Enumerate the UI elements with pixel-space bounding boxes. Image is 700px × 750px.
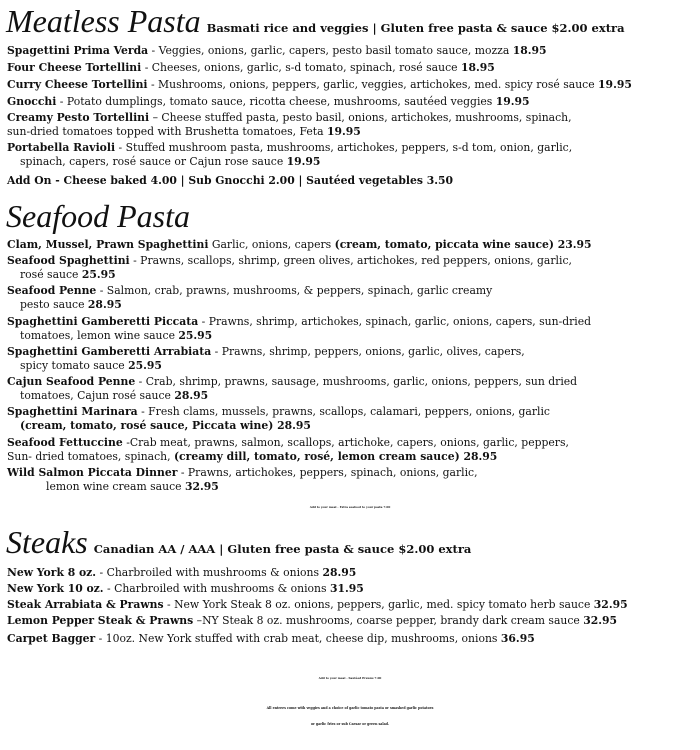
section-heading: Meatless Pasta [6, 3, 201, 39]
item-name: Seafood Fettuccine [7, 436, 123, 449]
menu-item-creamy-pesto [7, 111, 572, 125]
item-description: tomatoes, Cajun rosé sauce [20, 389, 175, 402]
menu-item-cajun-penne [7, 375, 577, 389]
menu-item-ny-8oz [7, 566, 356, 580]
item-name: Creamy Pesto Tortellini [7, 111, 150, 124]
item-name: Seafood Penne [7, 284, 97, 297]
item-description: spicy tomato sauce [20, 359, 129, 372]
menu-item-seafood-penne-cont [20, 298, 122, 312]
item-description: rosé sauce [20, 268, 82, 281]
menu-item-portabella-cont [20, 155, 320, 169]
item-price: 18.95 [460, 61, 495, 74]
meatless-pasta-title [6, 4, 625, 45]
item-name: Curry Cheese Tortellini [7, 78, 148, 91]
menu-item-portabella [7, 141, 572, 155]
item-description: - Mushrooms, onions, peppers, garlic, veggies, artichokes, med. spicy rosé sauce [147, 78, 599, 91]
item-price: 18.95 [512, 44, 547, 57]
item-description: - Prawns, shrimp, peppers, onions, garlic, olives, capers, [211, 345, 525, 358]
menu-item-prima-verda [7, 44, 547, 58]
meatless-addon: Add On - Cheese baked 4.00 | Sub Gnocchi 2.00 | Sautéed vegetables 3.50 [7, 174, 454, 187]
item-price: 19.95 [286, 155, 321, 168]
item-description: - Charbroiled with mushrooms & onions [103, 582, 330, 595]
menu-item-gamberetti-piccata-cont [20, 329, 212, 343]
item-description: - Potato dumplings, tomato sauce, ricotta cheese, mushrooms, sautéed veggies [56, 95, 496, 108]
item-name: Spaghettini Gamberetti Piccata [7, 315, 199, 328]
item-description: - Prawns, scallops, shrimp, green olives, artichokes, red peppers, onions, garlic, [129, 254, 572, 267]
section-heading: Steaks [6, 524, 88, 560]
item-price: (cream, tomato, piccata wine sauce) 23.95 [334, 238, 592, 251]
item-description: - Stuffed mushroom pasta, mushrooms, artichokes, peppers, s-d tom, onion, garlic, [115, 141, 573, 154]
item-description: sun-dried tomatoes topped with Brushetta tomatoes, Feta [7, 125, 328, 138]
item-price: 32.95 [593, 598, 628, 611]
menu-item-steak-arrabiata [7, 598, 628, 612]
entrees-note-line-2: or garlic fries or sub Caesar or green salad. [311, 722, 389, 726]
item-description: - Crab, shrimp, prawns, sausage, mushrooms, garlic, onions, peppers, sun dried [135, 375, 578, 388]
item-description: - 10oz. New York stuffed with crab meat, cheese dip, mushrooms, onions [95, 632, 501, 645]
menu-item-fettuccine [7, 436, 569, 450]
item-name: New York 10 oz. [7, 582, 104, 595]
item-name: Spaghettini Marinara [7, 405, 138, 418]
seafood-addon: Add to your meal - Extra seafood to your pasta 7.00 [309, 505, 391, 509]
item-description: - New York Steak 8 oz. onions, peppers, garlic, med. spicy tomato herb sauce [163, 598, 594, 611]
menu-item-ny-10oz [7, 582, 364, 596]
item-price: (creamy dill, tomato, rosé, lemon cream sauce) 28.95 [173, 450, 498, 463]
menu-item-clam-mussel [7, 238, 592, 252]
item-description: spinach, capers, rosé sauce or Cajun rose sauce [20, 155, 287, 168]
item-description: - Salmon, crab, prawns, mushrooms, & peppers, spinach, garlic creamy [96, 284, 493, 297]
item-description: pesto sauce [20, 298, 88, 311]
section-subtitle: Canadian AA / AAA | Gluten free pasta & sauce $2.00 extra [93, 542, 472, 556]
menu-item-seafood-spaghettini-cont [20, 268, 116, 282]
item-description: - Fresh clams, mussels, prawns, scallops, calamari, peppers, onions, garlic [137, 405, 550, 418]
menu-item-seafood-spaghettini [7, 254, 572, 268]
item-price: 19.95 [598, 78, 632, 91]
menu-item-curry-cheese [7, 78, 632, 92]
menu-item-wild-salmon-cont [46, 480, 219, 494]
menu-item-wild-salmon [7, 466, 478, 480]
menu-item-marinara [7, 405, 550, 419]
section-heading: Seafood Pasta [6, 198, 190, 234]
item-price: 36.95 [500, 632, 535, 645]
item-description: –NY Steak 8 oz. mushrooms, coarse pepper, brandy dark cream sauce [193, 614, 584, 627]
item-price: 32.95 [583, 614, 618, 627]
item-description: - Cheeses, onions, garlic, s-d tomato, spinach, rosé sauce [141, 61, 461, 74]
item-price: 25.95 [81, 268, 116, 281]
item-description: Garlic, onions, capers [208, 238, 335, 251]
menu-item-gnocchi [7, 95, 530, 109]
item-price: 25.95 [178, 329, 213, 342]
item-price: 28.95 [174, 389, 209, 402]
menu-item-carpet-bagger [7, 632, 535, 646]
item-description: Sun- dried tomatoes, spinach, [7, 450, 174, 463]
item-price: 32.95 [184, 480, 219, 493]
item-price: 19.95 [327, 125, 361, 138]
item-name: Carpet Bagger [7, 632, 96, 645]
menu-item-lemon-pepper [7, 614, 617, 628]
section-subtitle: Basmati rice and veggies | Gluten free pasta & sauce $2.00 extra [206, 21, 625, 35]
menu-item-seafood-penne [7, 284, 492, 298]
menu-item-gamberetti-arrabiata-cont [20, 359, 162, 373]
item-name: Portabella Ravioli [7, 141, 116, 154]
menu-item-creamy-pesto-cont [7, 125, 361, 139]
menu-item-four-cheese [7, 61, 495, 75]
item-description: -Crab meat, prawns, salmon, scallops, artichoke, capers, onions, garlic, peppers, [122, 436, 569, 449]
item-name: Cajun Seafood Penne [7, 375, 136, 388]
item-name: Clam, Mussel, Prawn Spaghettini [7, 238, 209, 251]
item-name: Seafood Spaghettini [7, 254, 130, 267]
item-description: - Veggies, onions, garlic, capers, pesto basil tomato sauce, mozza [148, 44, 513, 57]
item-name: Lemon Pepper Steak & Prawns [7, 614, 194, 627]
menu-item-fettuccine-cont [7, 450, 497, 464]
item-name: Gnocchi [7, 95, 57, 108]
item-description: - Charbroiled with mushrooms & onions [96, 566, 323, 579]
item-description: - Prawns, artichokes, peppers, spinach, onions, garlic, [177, 466, 478, 479]
item-description: tomatoes, lemon wine sauce [20, 329, 179, 342]
item-price: 19.95 [495, 95, 530, 108]
seafood-pasta-title [6, 199, 190, 233]
item-description: – Cheese stuffed pasta, pesto basil, onions, artichokes, mushrooms, spinach, [149, 111, 572, 124]
item-name: Spagettini Prima Verda [7, 44, 149, 57]
item-name: Steak Arrabiata & Prawns [7, 598, 164, 611]
item-price: 31.95 [329, 582, 364, 595]
menu-item-cajun-penne-cont [20, 389, 208, 403]
menu-item-gamberetti-arrabiata [7, 345, 525, 359]
item-name: Spaghettini Gamberetti Arrabiata [7, 345, 212, 358]
item-price: 28.95 [87, 298, 122, 311]
entrees-note-line-1: All entrees come with veggies and a choice of garlic tomato pasta or smashed garlic potatoes [266, 706, 434, 710]
item-price: 25.95 [128, 359, 162, 372]
menu-item-gamberetti-piccata [7, 315, 591, 329]
item-description: lemon wine cream sauce [46, 480, 185, 493]
item-price: 28.95 [322, 566, 357, 579]
item-name: Wild Salmon Piccata Dinner [7, 466, 178, 479]
item-description: - Prawns, shrimp, artichokes, spinach, garlic, onions, capers, sun-dried [198, 315, 592, 328]
steaks-title [6, 525, 471, 566]
item-name: New York 8 oz. [7, 566, 97, 579]
menu-item-marinara-cont: (cream, tomato, rosé sauce, Piccata wine) 28.95 [20, 419, 311, 432]
steaks-addon: Add to your meal - Sautéed Prawns 7.00 [318, 676, 382, 680]
item-name: Four Cheese Tortellini [7, 61, 142, 74]
